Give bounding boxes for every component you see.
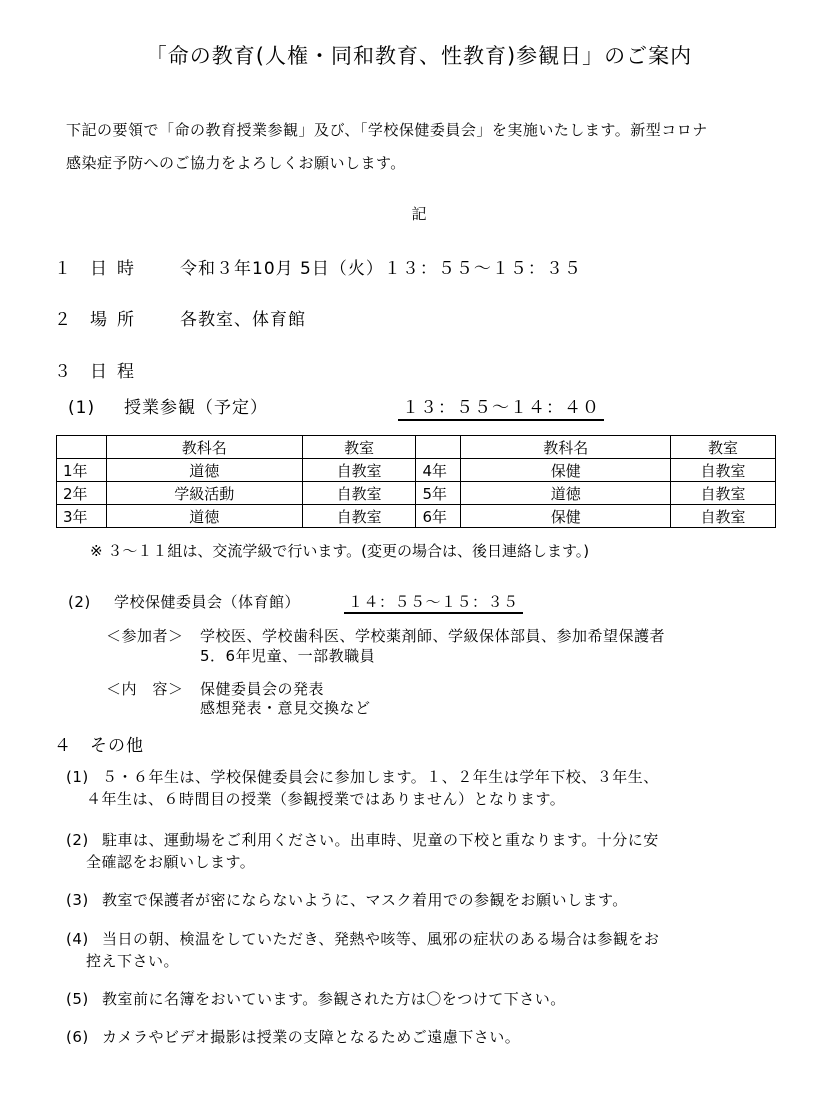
- content-line-1: 保健委員会の発表: [200, 680, 325, 698]
- participants-line-1: 学校医、学校歯科医、学校薬剤師、学級保体部員、参加希望保護者: [200, 627, 666, 645]
- content-label: ＜内 容＞: [106, 680, 184, 698]
- participants-line-2: 5．6年児童、一部教職員: [200, 647, 376, 665]
- table-header-row: [57, 436, 776, 459]
- grade-cell: 6年: [416, 505, 461, 528]
- list-item-continuation: 全確認をお願いします。: [86, 853, 256, 871]
- grade-cell: 3年: [57, 505, 107, 528]
- table-header-cell: [416, 436, 461, 459]
- room-cell: 自教室: [671, 459, 776, 482]
- section-place: [54, 305, 144, 330]
- page-title: 「命の教育(人権・同和教育、性教育)参観日」のご案内: [145, 44, 693, 68]
- schedule-table: [56, 435, 776, 528]
- list-item-continuation: 控え下さい。: [86, 952, 180, 970]
- section-number: ３: [54, 362, 72, 382]
- subject-cell: 学級活動: [106, 482, 302, 505]
- list-item: (3) 教室で保護者が密にならないように、マスク着用での参観をお願いします。: [66, 891, 628, 909]
- table-header-cell: [57, 436, 107, 459]
- list-item: (2) 駐車は、運動場をご利用ください。出車時、児童の下校と重なります。十分に安: [66, 831, 659, 849]
- subsection-number: (1): [68, 398, 96, 418]
- list-item: (5) 教室前に名簿をおいています。参観された方は〇をつけて下さい。: [66, 990, 566, 1008]
- content-line-2: 感想発表・意見交換など: [200, 699, 371, 717]
- date-value: 令和３年10月 5日（火）１３：５５～１５：３５: [180, 259, 582, 279]
- table-row: [57, 459, 776, 482]
- participants-label: ＜参加者＞: [106, 627, 184, 645]
- table-header-cell: 教室: [302, 436, 416, 459]
- table-header-cell: 教科名: [106, 436, 302, 459]
- table-row: [57, 505, 776, 528]
- section-number: １: [54, 259, 72, 279]
- subject-cell: 保健: [461, 505, 671, 528]
- intro-line-1: 下記の要領で「命の教育授業参観」及び、「学校保健委員会」を実施いたします。新型コロナ: [66, 121, 708, 139]
- room-cell: 自教室: [671, 505, 776, 528]
- grade-cell: 1年: [57, 459, 107, 482]
- list-item: (1) ５・６年生は、学校保健委員会に参加します。１、２年生は学年下校、３年生、: [66, 768, 659, 786]
- list-item-continuation: ４年生は、６時間目の授業（参観授業ではありません）となります。: [86, 790, 566, 808]
- subject-cell: 道徳: [106, 459, 302, 482]
- subject-cell: 道徳: [461, 482, 671, 505]
- subsection-number: (2): [68, 593, 91, 611]
- list-item: (4) 当日の朝、検温をしていただき、発熱や咳等、風邪の症状のある場合は参観をお: [66, 930, 660, 948]
- section-label: その他: [90, 736, 144, 756]
- section-date: [54, 254, 144, 279]
- grade-cell: 5年: [416, 482, 461, 505]
- class-observation-heading: [68, 393, 268, 418]
- grade-cell: 2年: [57, 482, 107, 505]
- subsection-label: 学校保健委員会（体育館）: [114, 593, 301, 611]
- place-value: 各教室、体育館: [180, 310, 306, 330]
- section-label: 場所: [90, 310, 144, 330]
- section-label: 日程: [90, 362, 144, 382]
- intro-line-2: 感染症予防へのご協力をよろしくお願いします。: [66, 154, 406, 172]
- room-cell: 自教室: [302, 459, 416, 482]
- exchange-class-note: ※ ３～１１組は、交流学級で行います。(変更の場合は、後日連絡します。): [90, 542, 590, 560]
- committee-heading: [68, 591, 300, 612]
- room-cell: 自教室: [671, 482, 776, 505]
- subject-cell: 道徳: [106, 505, 302, 528]
- subject-cell: 保健: [461, 459, 671, 482]
- subsection-label: 授業参観（予定）: [124, 398, 268, 418]
- class-observation-time: １３：５５～１４：４０: [398, 393, 604, 418]
- room-cell: 自教室: [302, 505, 416, 528]
- section-other: [54, 731, 144, 756]
- room-cell: 自教室: [302, 482, 416, 505]
- grade-cell: 4年: [416, 459, 461, 482]
- table-header-cell: 教室: [671, 436, 776, 459]
- table-header-cell: 教科名: [461, 436, 671, 459]
- ki-heading: 記: [411, 205, 427, 223]
- section-number: ４: [54, 736, 72, 756]
- section-schedule: [54, 357, 144, 382]
- section-label: 日時: [90, 259, 144, 279]
- list-item: (6) カメラやビデオ撮影は授業の支障となるためご遠慮下さい。: [66, 1028, 521, 1046]
- committee-time: １４：５５～１５：３５: [344, 591, 523, 612]
- table-row: [57, 482, 776, 505]
- section-number: ２: [54, 310, 72, 330]
